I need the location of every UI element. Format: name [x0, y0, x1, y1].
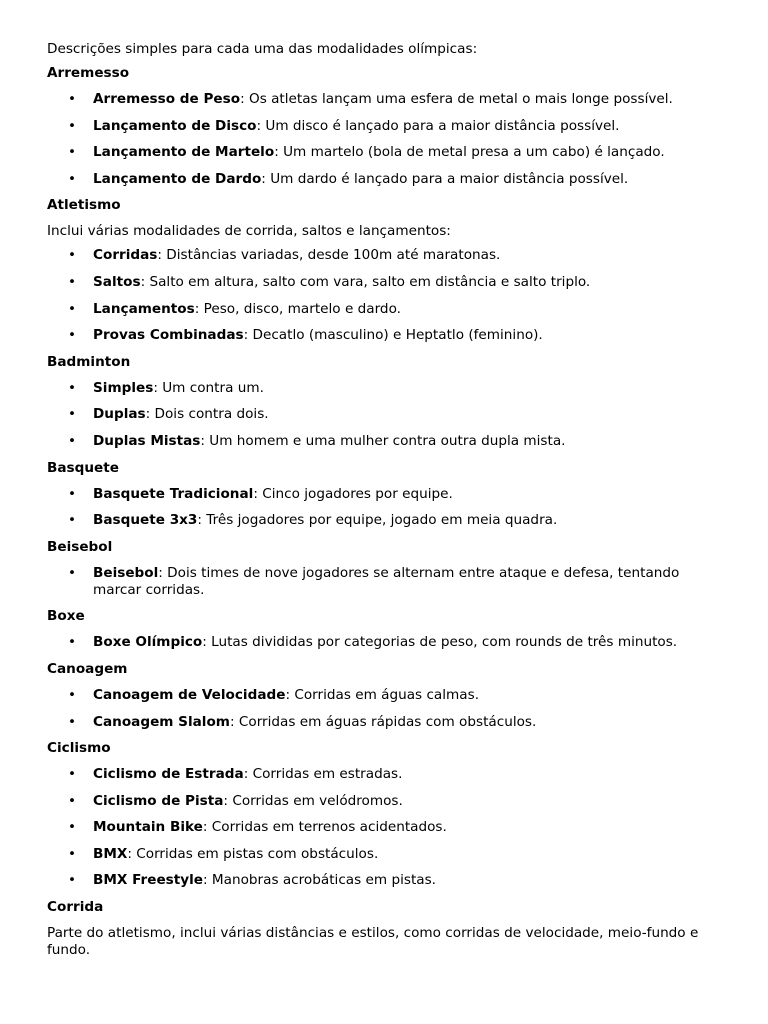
bullet-icon: • — [68, 91, 77, 107]
item-description: : Um martelo (bola de metal presa a um cabo) é lançado. — [274, 144, 665, 161]
section-corrida — [47, 897, 727, 964]
item-description: : Corridas em velódromos. — [223, 792, 403, 809]
item-term: Simples — [93, 379, 154, 396]
bullet-icon: • — [68, 379, 77, 396]
item-description: : Dois times de nove jogadores se alternam entre ataque e defesa, tentando marcar corridas. — [93, 564, 680, 598]
item-description: : Manobras acrobáticas em pistas. — [203, 872, 437, 889]
bullet-icon: • — [68, 247, 77, 264]
section-badminton — [47, 352, 727, 458]
bullet-icon: • — [68, 117, 77, 134]
section-heading: Beisebol — [47, 538, 113, 555]
bullet-icon: • — [68, 564, 77, 581]
bullet-list — [47, 685, 727, 738]
list-item — [47, 791, 727, 818]
section-basquete — [47, 458, 727, 537]
section-heading: Basquete — [47, 459, 119, 476]
bullet-icon: • — [68, 713, 77, 730]
list-item — [47, 563, 727, 607]
list-item — [47, 764, 727, 791]
section-heading: Boxe — [47, 608, 85, 625]
list-item — [47, 245, 727, 272]
bullet-list — [47, 378, 727, 458]
list-item — [47, 378, 727, 405]
bullet-icon: • — [68, 512, 77, 529]
item-description: : Um contra um. — [153, 379, 264, 396]
item-term: BMX Freestyle — [93, 872, 203, 889]
bullet-icon: • — [68, 327, 77, 344]
section-heading: Arremesso — [47, 65, 130, 81]
item-term: Canoagem Slalom — [93, 713, 230, 730]
bullet-icon: • — [68, 406, 77, 423]
section-beisebol — [47, 537, 727, 607]
bullet-list — [47, 484, 727, 537]
bullet-icon: • — [68, 144, 77, 161]
bullet-list — [47, 764, 727, 897]
list-item — [47, 299, 727, 326]
item-description: : Cinco jogadores por equipe. — [253, 485, 453, 502]
list-item — [47, 169, 727, 196]
item-description: : Decatlo (masculino) e Heptatlo (feminino). — [243, 327, 543, 344]
intro-text: Descrições simples para cada uma das modalidades olímpicas: — [47, 41, 478, 57]
bullet-list — [47, 89, 727, 195]
list-item — [47, 431, 727, 458]
section-heading: Atletismo — [47, 197, 121, 214]
section-arremesso — [47, 63, 727, 195]
section-ciclismo — [47, 738, 727, 897]
bullet-icon: • — [68, 792, 77, 809]
item-term: Ciclismo de Pista — [93, 792, 224, 809]
item-term: Provas Combinadas — [93, 327, 244, 344]
item-description: : Distâncias variadas, desde 100m até maratonas. — [157, 247, 501, 264]
list-item — [47, 272, 727, 299]
bullet-list — [47, 632, 727, 659]
document-body — [47, 39, 727, 964]
item-term: Canoagem de Velocidade — [93, 686, 286, 703]
item-term: Lançamento de Dardo — [93, 170, 262, 187]
item-term: Lançamento de Martelo — [93, 144, 275, 161]
item-description: : Os atletas lançam uma esfera de metal o mais longe possível. — [240, 91, 673, 107]
section-canoagem — [47, 659, 727, 738]
section-text: Inclui várias modalidades de corrida, saltos e lançamentos: — [47, 223, 451, 240]
item-term: Corridas — [93, 247, 158, 264]
bullet-icon: • — [68, 872, 77, 889]
item-term: Basquete Tradicional — [93, 485, 254, 502]
bullet-icon: • — [68, 300, 77, 317]
item-description: : Corridas em terrenos acidentados. — [202, 819, 447, 836]
list-item — [47, 510, 727, 537]
item-term: Duplas Mistas — [93, 432, 201, 449]
list-item — [47, 89, 727, 116]
section-text: Parte do atletismo, inclui várias distâncias e estilos, como corridas de velocidade, meio-fundo e fundo. — [47, 925, 699, 959]
item-description: : Corridas em estradas. — [243, 766, 403, 783]
list-item — [47, 844, 727, 871]
section-heading: Ciclismo — [47, 740, 111, 757]
item-term: Lançamentos — [93, 300, 195, 317]
list-item — [47, 817, 727, 844]
item-term: Mountain Bike — [93, 819, 203, 836]
list-item — [47, 142, 727, 169]
list-item — [47, 116, 727, 143]
item-description: : Corridas em águas rápidas com obstáculos. — [229, 713, 537, 730]
list-item — [47, 870, 727, 897]
section-heading: Corrida — [47, 899, 104, 916]
item-description: : Um homem e uma mulher contra outra dupla mista. — [200, 432, 566, 449]
item-term: Duplas — [93, 406, 146, 423]
item-description: : Salto em altura, salto com vara, salto em distância e salto triplo. — [140, 273, 591, 290]
item-description: : Dois contra dois. — [145, 406, 269, 423]
section-heading: Badminton — [47, 353, 131, 370]
bullet-icon: • — [68, 634, 77, 651]
item-term: Ciclismo de Estrada — [93, 766, 244, 783]
item-term: Beisebol — [93, 564, 159, 581]
section-boxe — [47, 606, 727, 659]
list-item — [47, 712, 727, 739]
item-description: : Corridas em pistas com obstáculos. — [127, 845, 379, 862]
item-description: : Peso, disco, martelo e dardo. — [194, 300, 401, 317]
list-item — [47, 632, 727, 659]
list-item — [47, 404, 727, 431]
item-term: Basquete 3x3 — [93, 512, 198, 529]
bullet-list — [47, 245, 727, 351]
bullet-icon: • — [68, 432, 77, 449]
bullet-icon: • — [68, 273, 77, 290]
item-description: : Um disco é lançado para a maior distância possível. — [256, 117, 620, 134]
section-heading: Canoagem — [47, 660, 128, 677]
item-description: : Um dardo é lançado para a maior distância possível. — [261, 170, 629, 187]
section-atletismo — [47, 195, 727, 351]
bullet-icon: • — [68, 686, 77, 703]
item-term: Lançamento de Disco — [93, 117, 257, 134]
item-description: : Corridas em águas calmas. — [285, 686, 480, 703]
bullet-icon: • — [68, 766, 77, 783]
sections-container — [47, 63, 727, 964]
bullet-icon: • — [68, 845, 77, 862]
list-item — [47, 685, 727, 712]
list-item — [47, 325, 727, 352]
bullet-list — [47, 563, 727, 607]
item-description: : Três jogadores por equipe, jogado em meia quadra. — [197, 512, 558, 529]
bullet-icon: • — [68, 485, 77, 502]
item-term: Arremesso de Peso — [93, 91, 241, 107]
item-description: : Lutas divididas por categorias de peso, com rounds de três minutos. — [202, 634, 678, 651]
item-term: Saltos — [93, 273, 141, 290]
item-term: Boxe Olímpico — [93, 634, 203, 651]
bullet-icon: • — [68, 819, 77, 836]
item-term: BMX — [93, 845, 128, 862]
bullet-icon: • — [68, 170, 77, 187]
list-item — [47, 484, 727, 511]
